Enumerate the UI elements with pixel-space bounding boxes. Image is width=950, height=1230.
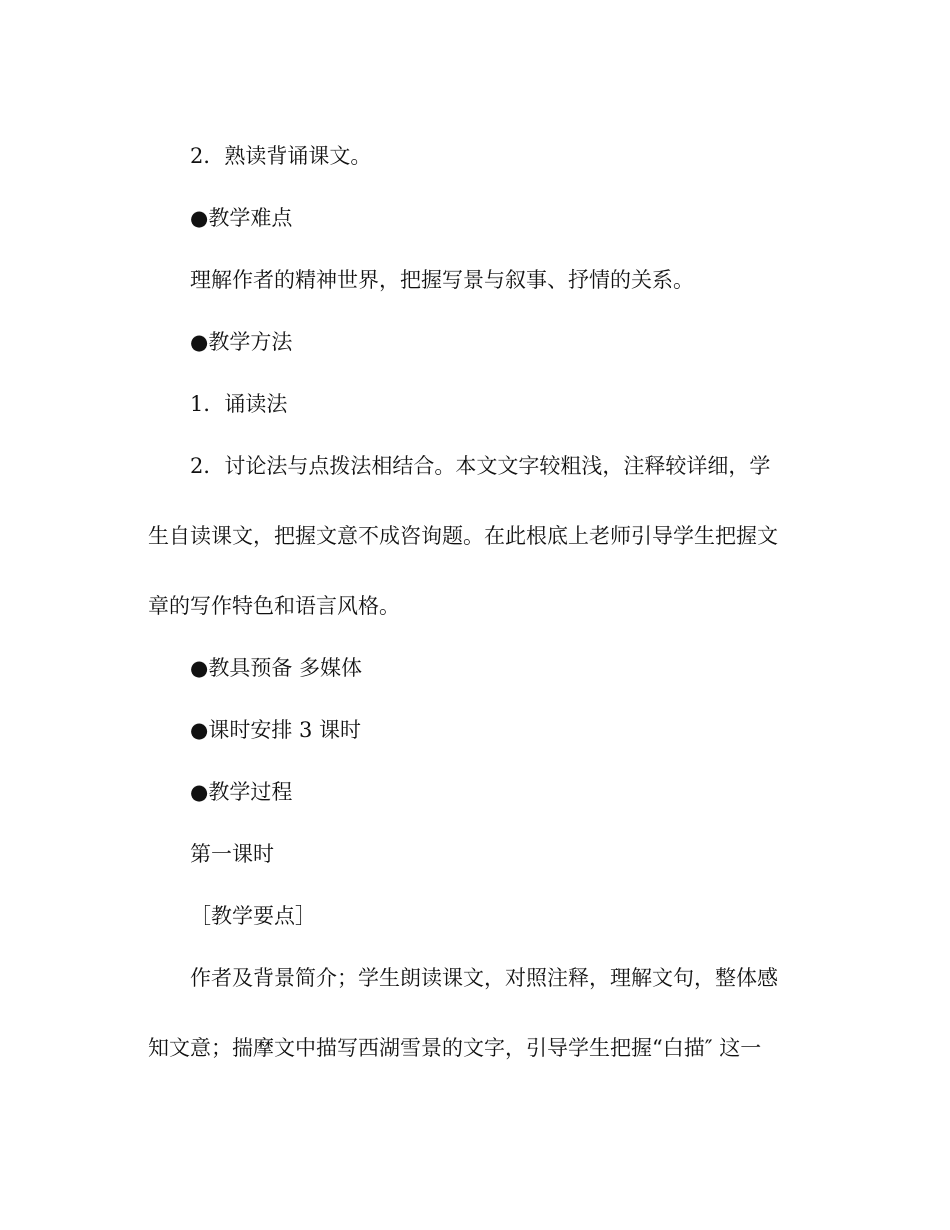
document-body xyxy=(148,140,808,1094)
text-line: ●教具预备 多媒体 xyxy=(190,656,362,680)
heading-class-schedule xyxy=(148,714,808,746)
paragraph-difficulty xyxy=(148,264,808,296)
paragraph-method-1 xyxy=(148,388,808,420)
paragraph-method-2 xyxy=(148,450,808,622)
text-line: 2．熟读背诵课文。 xyxy=(190,144,372,168)
heading-teaching-points xyxy=(148,900,808,932)
text-line: 1．诵读法 xyxy=(190,392,288,416)
heading-teaching-process xyxy=(148,776,808,808)
text-line: ●课时安排 3 课时 xyxy=(190,718,362,742)
text-line: 作者及背景简介；学生朗读课文，对照注释，理解文句，整体感 xyxy=(190,966,778,990)
text-line: ●教学过程 xyxy=(190,780,293,804)
heading-first-lesson xyxy=(148,838,808,870)
text-line: 2．讨论法与点拨法相结合。本文文字较粗浅，注释较详细，学 xyxy=(190,454,771,478)
text-line: 第一课时 xyxy=(190,842,274,866)
heading-teaching-difficulty xyxy=(148,202,808,234)
heading-teaching-method xyxy=(148,326,808,358)
paragraph-recite xyxy=(148,140,808,172)
text-line: ●教学方法 xyxy=(190,330,293,354)
text-line: 理解作者的精神世界，把握写景与叙事、抒情的关系。 xyxy=(190,268,694,292)
text-line: ［教学要点］ xyxy=(190,904,316,928)
text-line: ●教学难点 xyxy=(190,206,293,230)
text-line: 生自读课文，把握文意不成咨询题。在此根底上老师引导学生把握文 xyxy=(148,524,778,548)
text-line: 知文意；揣摩文中描写西湖雪景的文字，引导学生把握“白描″ 这一 xyxy=(148,1036,762,1060)
heading-teaching-aids xyxy=(148,652,808,684)
text-line: 章的写作特色和语言风格。 xyxy=(148,594,400,618)
paragraph-teaching-points xyxy=(148,962,808,1064)
